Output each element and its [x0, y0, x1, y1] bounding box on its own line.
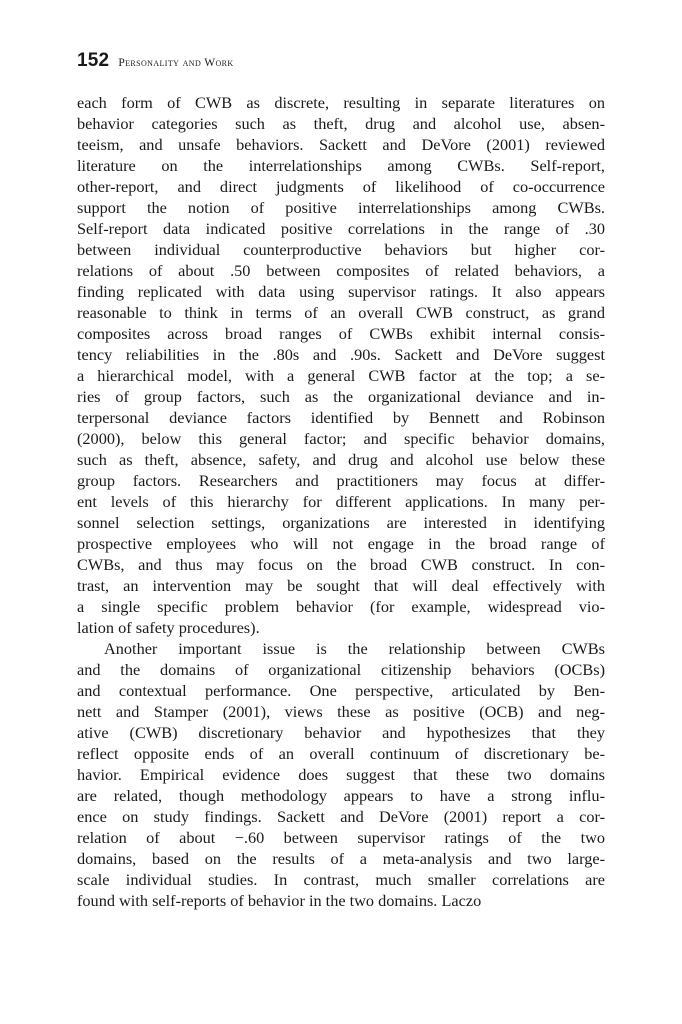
text-line: Another important issue is the relationship between CWBs [104, 639, 605, 658]
text-line: relations of about .50 between composites of related behaviors, a [77, 261, 605, 280]
text-line: each form of CWB as discrete, resulting in separate literatures on [77, 93, 605, 112]
page-number: 152 [77, 50, 110, 71]
text-line: ence on study findings. Sackett and DeVore (2001) report a cor- [77, 807, 605, 826]
text-line: trast, an intervention may be sought that will deal effectively with [77, 576, 605, 595]
text-line: behavior categories such as theft, drug and alcohol use, absen- [77, 114, 605, 133]
text-line: ries of group factors, such as the organizational deviance and in- [77, 387, 605, 406]
text-line: ent levels of this hierarchy for different applications. In many per- [77, 492, 605, 511]
text-line: tency reliabilities in the .80s and .90s. Sackett and DeVore suggest [77, 345, 605, 364]
text-line: CWBs, and thus may focus on the broad CWB construct. In con- [77, 555, 605, 574]
paragraph [77, 92, 605, 638]
text-line: prospective employees who will not engage in the broad range of [77, 534, 605, 553]
text-line: domains, based on the results of a meta-analysis and two large- [77, 849, 605, 868]
text-line: a single specific problem behavior (for example, widespread vio- [77, 597, 605, 616]
text-line: support the notion of positive interrelationships among CWBs. [77, 198, 605, 217]
text-line: and the domains of organizational citizenship behaviors (OCBs) [77, 660, 605, 679]
running-head-title: Personality and Work [118, 57, 234, 69]
text-line: composites across broad ranges of CWBs exhibit internal consis- [77, 324, 605, 343]
text-line: other-report, and direct judgments of likelihood of co-occurrence [77, 177, 605, 196]
text-line: reflect opposite ends of an overall continuum of discretionary be- [77, 744, 605, 763]
text-line: found with self-reports of behavior in the two domains. Laczo [77, 891, 482, 910]
text-line: a hierarchical model, with a general CWB factor at the top; a se- [77, 366, 605, 385]
text-line: teeism, and unsafe behaviors. Sackett and DeVore (2001) reviewed [77, 135, 605, 154]
text-line: literature on the interrelationships among CWBs. Self-report, [77, 156, 605, 175]
text-line: Self-report data indicated positive correlations in the range of .30 [77, 219, 605, 238]
text-line: ative (CWB) discretionary behavior and hypothesizes that they [77, 723, 605, 742]
text-line: sonnel selection settings, organizations are interested in identifying [77, 513, 605, 532]
text-line: finding replicated with data using supervisor ratings. It also appears [77, 282, 605, 301]
text-line: between individual counterproductive behaviors but higher cor- [77, 240, 605, 259]
body-text [77, 92, 605, 911]
text-line: such as theft, absence, safety, and drug and alcohol use below these [77, 450, 605, 469]
text-line: are related, though methodology appears to have a strong influ- [77, 786, 605, 805]
running-head [77, 50, 577, 76]
text-line: group factors. Researchers and practitioners may focus at differ- [77, 471, 605, 490]
text-line: lation of safety procedures). [77, 618, 260, 637]
text-line: (2000), below this general factor; and specific behavior domains, [77, 429, 605, 448]
text-line: nett and Stamper (2001), views these as positive (OCB) and neg- [77, 702, 605, 721]
text-line: havior. Empirical evidence does suggest that these two domains [77, 765, 605, 784]
text-line: terpersonal deviance factors identified by Bennett and Robinson [77, 408, 605, 427]
text-line: relation of about −.60 between supervisor ratings of the two [77, 828, 605, 847]
paragraph [77, 638, 605, 911]
text-line: and contextual performance. One perspective, articulated by Ben- [77, 681, 605, 700]
text-line: reasonable to think in terms of an overall CWB construct, as grand [77, 303, 605, 322]
text-line: scale individual studies. In contrast, much smaller correlations are [77, 870, 605, 889]
